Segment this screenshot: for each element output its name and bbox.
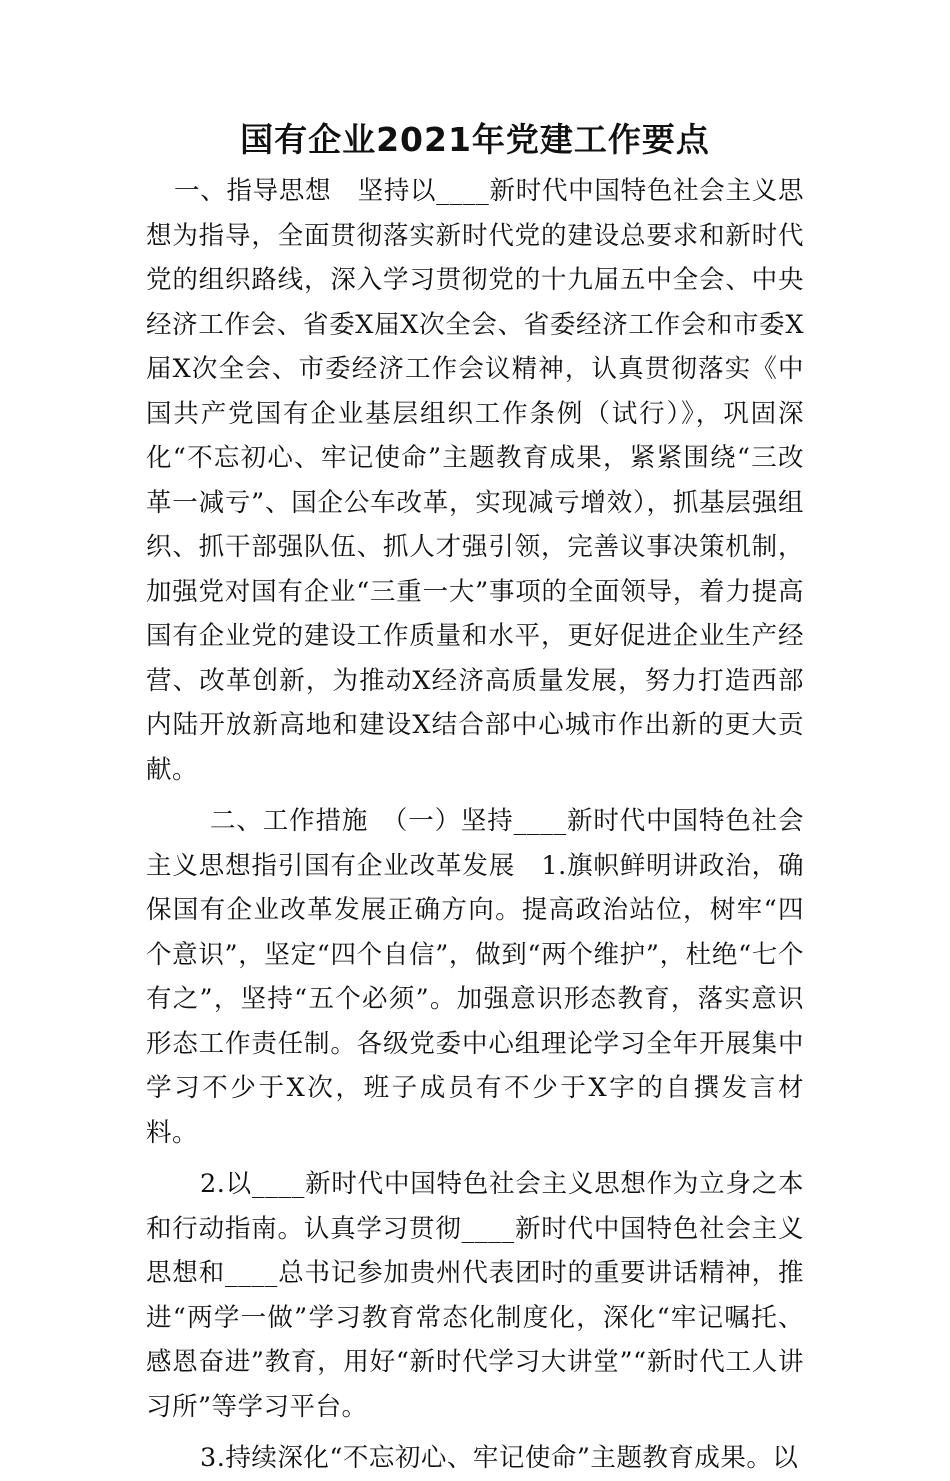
paragraph-item-3: 3.持续深化“不忘初心、牢记使命”主题教育成果。以 (200, 1443, 799, 1473)
paragraph-item-2: 2.以____新时代中国特色社会主义思想作为立身之本和行动指南。认真学习贯彻____新时代中国特色社会主义思想和____总书记参加贵州代表团时的重要讲话精神，推进“两学一做”学习教育常态化制度化，深化“牢记嘱托、感恩奋进”教育，用好“新时代学习大讲堂”“新时代工人讲习所”等学习平台。 (146, 1169, 804, 1422)
paragraph-guiding-ideology: 一、指导思想 坚持以____新时代中国特色社会主义思想为指导，全面贯彻落实新时代党的建设总要求和新时代党的组织路线，深入学习贯彻党的十九届五中全会、中央经济工作会、省委X届X次全会、省委经济工作会和市委X届X次全会、市委经济工作会议精神，认真贯彻落实《中国共产党国有企业基层组织工作条例（试行）》，巩固深化“不忘初心、牢记使命”主题教育成果，紧紧围绕“三改革一减亏”、国企公车改革，实现减亏增效），抓基层强组织、抓干部强队伍、抓人才强引领，完善议事决策机制，加强党对国有企业“三重一大”事项的全面领导，着力提高国有企业党的建设工作质量和水平，更好促进企业生产经营、改革创新，为推动X经济高质量发展，努力打造西部内陆开放新高地和建设X结合部中心城市作出新的更大贡献。 (146, 176, 804, 785)
document-title: 国有企业2021年党建工作要点 (240, 120, 710, 159)
paragraph-work-measures: 二、工作措施 （一）坚持____新时代中国特色社会主义思想指引国有企业改革发展 1.旗帜鲜明讲政治，确保国有企业改革发展正确方向。提高政治站位，树牢“四个意识”，坚定“四个自信”，做到“两个维护”，杜绝“七个有之”，坚持“五个必须”。加强意识形态教育，落实意识形态工作责任制。各级党委中心组理论学习全年开展集中学习不少于X次，班子成员有不少于X字的自撰发言材料。 (146, 806, 804, 1148)
document-body (146, 169, 804, 1481)
